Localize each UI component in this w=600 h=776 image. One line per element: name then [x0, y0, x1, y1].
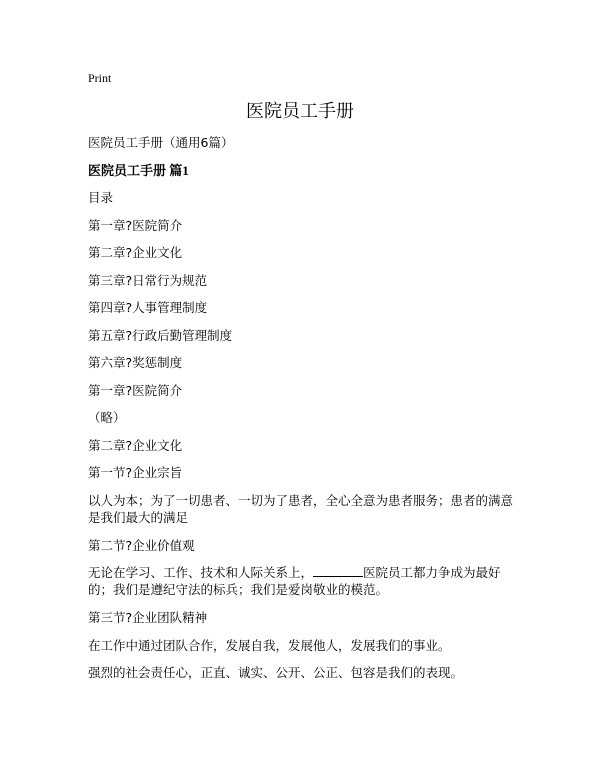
body-paragraph: （略）: [88, 410, 126, 425]
chapter-heading: 第一章?医院简介: [88, 382, 183, 398]
toc-item: 第二章?企业文化: [88, 245, 183, 260]
print-link[interactable]: Print: [88, 71, 112, 85]
toc-item: 第五章?行政后勤管理制度: [88, 327, 233, 343]
toc-item: 第四章?人事管理制度: [88, 300, 208, 315]
toc-heading: 目录: [88, 190, 114, 205]
values-text-before: 无论在学习、工作、技术和人际关系上，: [88, 565, 314, 580]
section-subheading: 第一节?企业宗旨: [88, 465, 183, 480]
toc-item: 第六章?奖惩制度: [88, 355, 183, 370]
values-text-after: 医院员工都力争成为最好的；我们是遵纪守法的标兵；我们是爱岗敬业的模范。: [88, 565, 501, 597]
section-heading: 医院员工手册 篇1: [88, 162, 189, 178]
chapter-heading: 第二章?企业文化: [88, 437, 183, 453]
subtitle-paragraph: 医院员工手册（通用6篇）: [88, 135, 234, 150]
document-body: [88, 134, 518, 692]
blank-underline: [313, 566, 363, 577]
body-paragraph: 在工作中通过团队合作，发展自我，发展他人，发展我们的事业。: [88, 637, 451, 653]
toc-item: 第一章?医院简介: [88, 217, 183, 233]
document-title: 医院员工手册: [246, 101, 354, 122]
toc-item: 第三章?日常行为规范: [88, 272, 208, 288]
body-paragraph: 强烈的社会责任心，正直、诚实、公开、公正、包容是我们的表现。: [88, 665, 464, 680]
body-paragraph: 以人为本；为了一切患者、一切为了患者，全心全意为患者服务；患者的满意是我们最大的满足: [88, 492, 514, 525]
section-subheading: 第二节?企业价值观: [88, 537, 195, 553]
section-subheading: 第三节?企业团队精神: [88, 610, 208, 625]
values-paragraph: [88, 564, 518, 598]
